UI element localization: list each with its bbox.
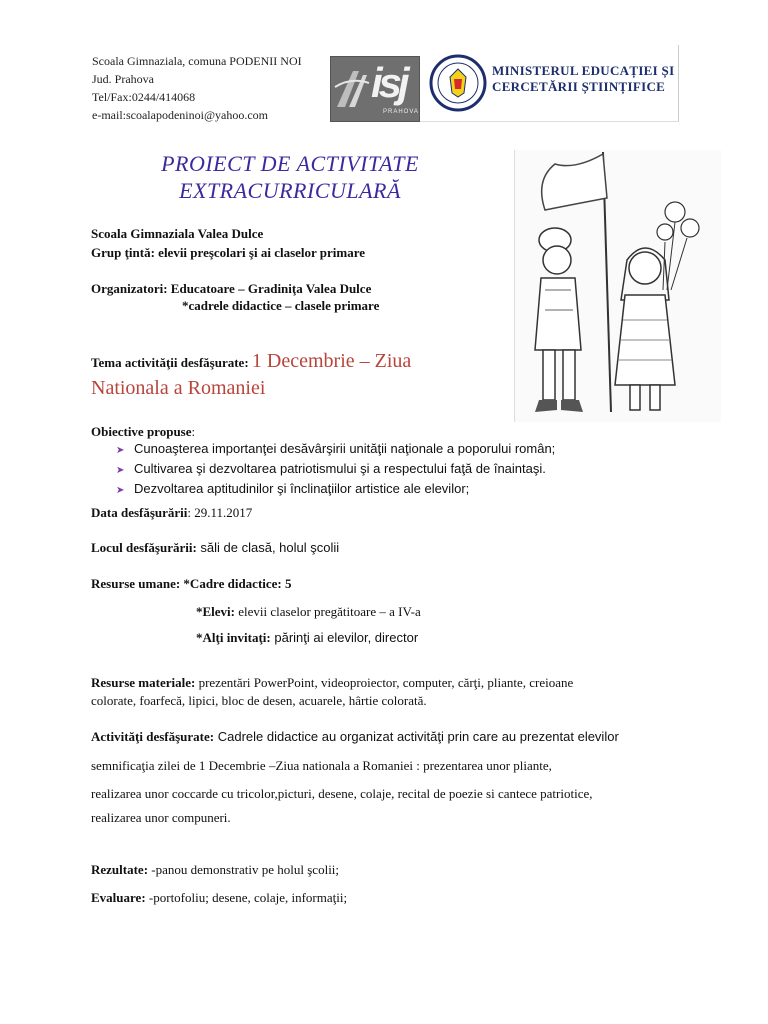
results-line xyxy=(91,862,339,878)
objectives-title-text: Obiective propuse xyxy=(91,424,192,439)
evaluation-value: -portofoliu; desene, colaje, informaţii; xyxy=(145,890,348,905)
materials-line-2: colorate, foarfecă, lipici, bloc de desen, acuarele, hârtie colorată. xyxy=(91,693,427,708)
organizers-line xyxy=(91,281,371,297)
activities-line-2: semnificaţia zilei de 1 Decembrie –Ziua nationala a Romaniei : prezentarea unor pliante, xyxy=(91,758,552,773)
human-resources-line xyxy=(91,576,292,592)
isj-logo-sub: PRAHOVA xyxy=(383,109,419,115)
location-value: săli de clasă, holul şcolii xyxy=(196,540,340,555)
school-header xyxy=(92,52,302,124)
school-county: Jud. Prahova xyxy=(92,72,154,86)
objective-item xyxy=(116,440,555,460)
theme-value-line-2: Nationala a Romaniei xyxy=(91,377,266,399)
title-line-1: PROIECT DE ACTIVITATE xyxy=(161,151,419,176)
date-line xyxy=(91,505,252,521)
objectives-title xyxy=(91,424,195,440)
objective-item xyxy=(116,480,555,500)
isj-logo-text: isj xyxy=(371,59,406,106)
location-label: Locul desfăşurării: xyxy=(91,540,197,555)
school-email: e-mail:scoalapodeninoi@yahoo.com xyxy=(92,108,268,122)
activities-line-1 xyxy=(91,729,619,745)
arrow-bullet-icon: ➤ xyxy=(116,465,125,476)
objective-text: Dezvoltarea aptitudinilor şi înclinaţiilor artistice ale elevilor; xyxy=(134,481,470,496)
government-seal-icon xyxy=(428,53,488,113)
activities-label: Activităţi desfăşurate: xyxy=(91,729,215,744)
objectives-title-colon: : xyxy=(191,424,196,439)
activities-value-1: Cadrele didactice au organizat activităţi prin care au prezentat elevilor xyxy=(214,729,619,744)
activity-theme xyxy=(91,350,511,400)
objective-text: Cultivarea şi dezvoltarea patriotismului şi a respectului faţă de înaintaşi. xyxy=(134,461,546,476)
evaluation-label: Evaluare: xyxy=(91,890,146,905)
isj-logo xyxy=(330,56,420,122)
theme-value-line-1: 1 Decembrie – Ziua xyxy=(251,350,412,372)
organizers-label: Organizatori: xyxy=(91,281,168,296)
target-group-value: elevii preşcolari şi ai claselor primare xyxy=(154,245,366,260)
evaluation-line xyxy=(91,890,347,906)
guests-label: *Alţi invitaţi: xyxy=(196,630,271,645)
date-value: : 29.11.2017 xyxy=(187,505,253,520)
arrow-bullet-icon: ➤ xyxy=(116,445,125,456)
objective-item xyxy=(116,460,555,480)
theme-label: Tema activităţii desfăşurate: xyxy=(91,355,252,370)
activities-line-3: realizarea unor coccarde cu tricolor,picturi, desene, colaje, recital de poezie si cantece patriotice, xyxy=(91,786,593,801)
guests-value: părinţi ai elevilor, director xyxy=(270,630,419,645)
date-label: Data desfăşurării xyxy=(91,505,188,520)
page-title xyxy=(120,150,460,204)
pupils-value: elevii claselor pregătitoare – a IV-a xyxy=(235,604,421,619)
results-label: Rezultate: xyxy=(91,862,149,877)
results-value: -panou demonstrativ pe holul şcolii; xyxy=(148,862,340,877)
activities-line-4: realizarea unor compuneri. xyxy=(91,810,231,825)
school-line: Scoala Gimnaziala Valea Dulce xyxy=(91,226,264,241)
children-with-flag-illustration xyxy=(514,150,721,422)
organizers-line-2: *cadrele didactice – clasele primare xyxy=(182,298,380,313)
organizers-value: Educatoare – Gradiniţa Valea Dulce xyxy=(167,281,372,296)
school-name: Scoala Gimnaziala, comuna PODENII NOI xyxy=(92,54,302,68)
guests-line xyxy=(196,630,418,646)
target-group-label: Grup ţintă: xyxy=(91,245,155,260)
materials-label: Resurse materiale: xyxy=(91,675,196,690)
ministry-line-1: MINISTERUL EDUCAȚIEI ȘI xyxy=(492,63,675,78)
ministry-line-2: CERCETĂRII ȘTIINȚIFICE xyxy=(492,79,666,94)
objectives-list xyxy=(116,440,555,500)
arrow-bullet-icon: ➤ xyxy=(116,485,125,496)
location-line xyxy=(91,540,339,556)
pupils-label: *Elevi: xyxy=(196,604,235,619)
ministry-logo xyxy=(420,45,679,122)
materials-value-1: prezentări PowerPoint, videoproiector, computer, cărţi, pliante, creioane xyxy=(195,675,574,690)
pupils-line xyxy=(196,604,421,620)
objective-text: Cunoaşterea importanţei desăvârşirii unităţii naţionale a poporului român; xyxy=(134,441,556,456)
title-line-2: EXTRACURRICULARĂ xyxy=(179,178,401,203)
materials-line-1 xyxy=(91,675,573,691)
target-group-line xyxy=(91,245,365,261)
school-phone: Tel/Fax:0244/414068 xyxy=(92,90,196,104)
human-resources-label: Resurse umane: *Cadre didactice: 5 xyxy=(91,576,292,591)
